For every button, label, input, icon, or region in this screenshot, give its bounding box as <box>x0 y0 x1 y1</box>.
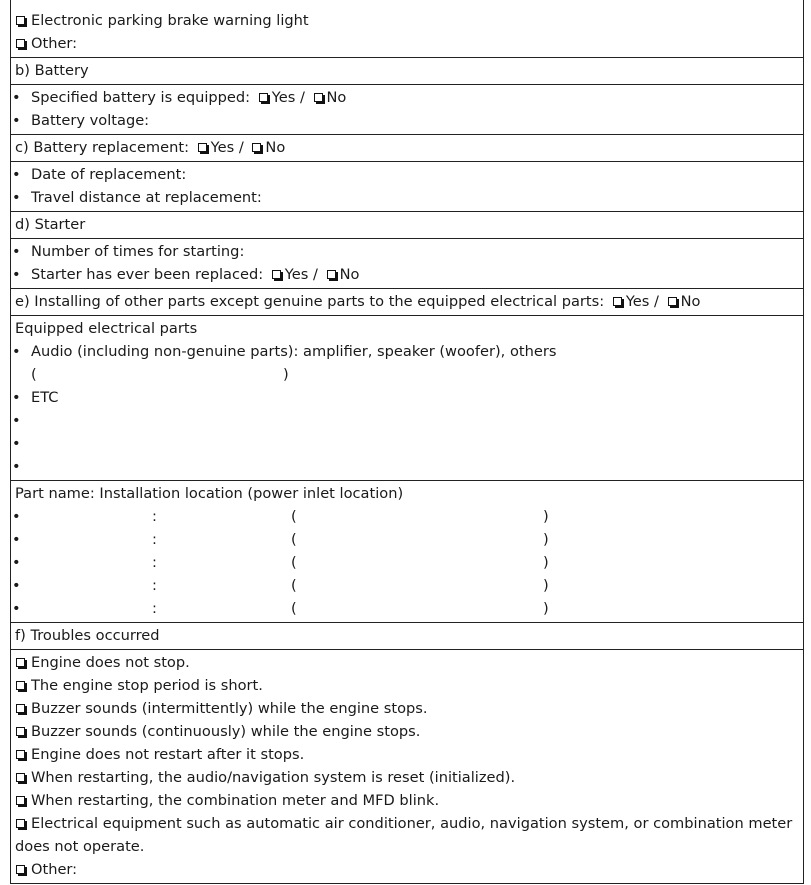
checkbox-no[interactable] <box>327 270 336 279</box>
checkbox-row[interactable]: Other: <box>11 32 803 55</box>
checkbox-yes[interactable] <box>198 143 207 152</box>
part-row[interactable]: • : ( ) <box>11 505 803 528</box>
checkbox-row[interactable]: Buzzer sounds (intermittently) while the engine stops. <box>11 697 803 720</box>
checkbox-row[interactable]: Engine does not stop. <box>11 651 803 674</box>
bullet-row-blank[interactable] <box>11 432 803 455</box>
section-other-parts-header <box>11 288 803 315</box>
section-starter-header <box>11 211 803 238</box>
checkbox-yes[interactable] <box>272 270 281 279</box>
checkbox-yes[interactable] <box>613 297 622 306</box>
bullet-row: • Battery voltage: <box>11 109 803 132</box>
bullet-row: • Audio (including non-genuine parts): amplifier, speaker (woofer), others <box>11 340 803 363</box>
section-battery-replacement <box>11 161 803 211</box>
checkbox-row[interactable]: The engine stop period is short. <box>11 674 803 697</box>
part-row[interactable]: • : ( ) <box>11 597 803 620</box>
checkbox-no[interactable] <box>252 143 261 152</box>
checkbox-row[interactable]: Other: <box>11 858 803 881</box>
checkbox-yes[interactable] <box>259 93 268 102</box>
section-battery <box>11 84 803 134</box>
bullet-row: • Number of times for starting: <box>11 240 803 263</box>
bullet-row: • Travel distance at replacement: <box>11 186 803 209</box>
checkbox-row[interactable]: Electrical equipment such as automatic air conditioner, audio, navigation system, or combination meter does not operate. <box>15 815 793 855</box>
section-title: f) Troubles occurred <box>15 627 160 644</box>
section-battery-header <box>11 57 803 84</box>
section-title: Part name: Installation location (power inlet location) <box>15 485 404 502</box>
section-battery-replacement-header <box>11 134 803 161</box>
bullet-row-blank[interactable] <box>11 455 803 478</box>
checkbox[interactable] <box>16 16 25 25</box>
checkbox[interactable] <box>16 773 25 782</box>
checkbox[interactable] <box>16 704 25 713</box>
section-title: Equipped electrical parts <box>15 320 198 337</box>
section-title: b) Battery <box>15 62 89 79</box>
bullet-row: • Starter has ever been replaced: Yes / No <box>11 263 803 286</box>
section-part-name <box>11 480 803 622</box>
section-equipped-parts <box>11 315 803 480</box>
bullet-row: • Date of replacement: <box>11 163 803 186</box>
section-title: d) Starter <box>15 216 86 233</box>
checkbox-row[interactable]: When restarting, the combination meter and MFD blink. <box>11 789 803 812</box>
part-row[interactable]: • : ( ) <box>11 551 803 574</box>
checkbox-no[interactable] <box>314 93 323 102</box>
section-warning-lights <box>11 0 803 57</box>
bullet-row-blank[interactable] <box>11 409 803 432</box>
section-title: c) Battery replacement: Yes / No <box>15 139 286 156</box>
inspection-form <box>10 0 804 884</box>
checkbox[interactable] <box>16 750 25 759</box>
checkbox[interactable] <box>16 681 25 690</box>
checkbox[interactable] <box>16 727 25 736</box>
checkbox-row[interactable]: Engine does not restart after it stops. <box>11 743 803 766</box>
checkbox-no[interactable] <box>668 297 677 306</box>
checkbox[interactable] <box>16 796 25 805</box>
checkbox-row[interactable]: Buzzer sounds (continuously) while the engine stops. <box>11 720 803 743</box>
checkbox[interactable] <box>16 819 25 828</box>
section-starter <box>11 238 803 288</box>
section-title: e) Installing of other parts except genuine parts to the equipped electrical parts: Yes / No <box>15 293 701 310</box>
checkbox-row[interactable]: Electronic parking brake warning light <box>11 9 803 32</box>
checkbox[interactable] <box>16 39 25 48</box>
bullet-row: • Specified battery is equipped: Yes / No <box>11 86 803 109</box>
checkbox[interactable] <box>16 865 25 874</box>
part-row[interactable]: • : ( ) <box>11 574 803 597</box>
section-troubles <box>11 649 803 883</box>
checkbox-row[interactable]: When restarting, the audio/navigation system is reset (initialized). <box>11 766 803 789</box>
part-row[interactable]: • : ( ) <box>11 528 803 551</box>
bullet-row: • ETC <box>11 386 803 409</box>
checkbox[interactable] <box>16 658 25 667</box>
section-troubles-header <box>11 622 803 649</box>
audio-detail-field[interactable]: ( ) <box>31 366 289 383</box>
